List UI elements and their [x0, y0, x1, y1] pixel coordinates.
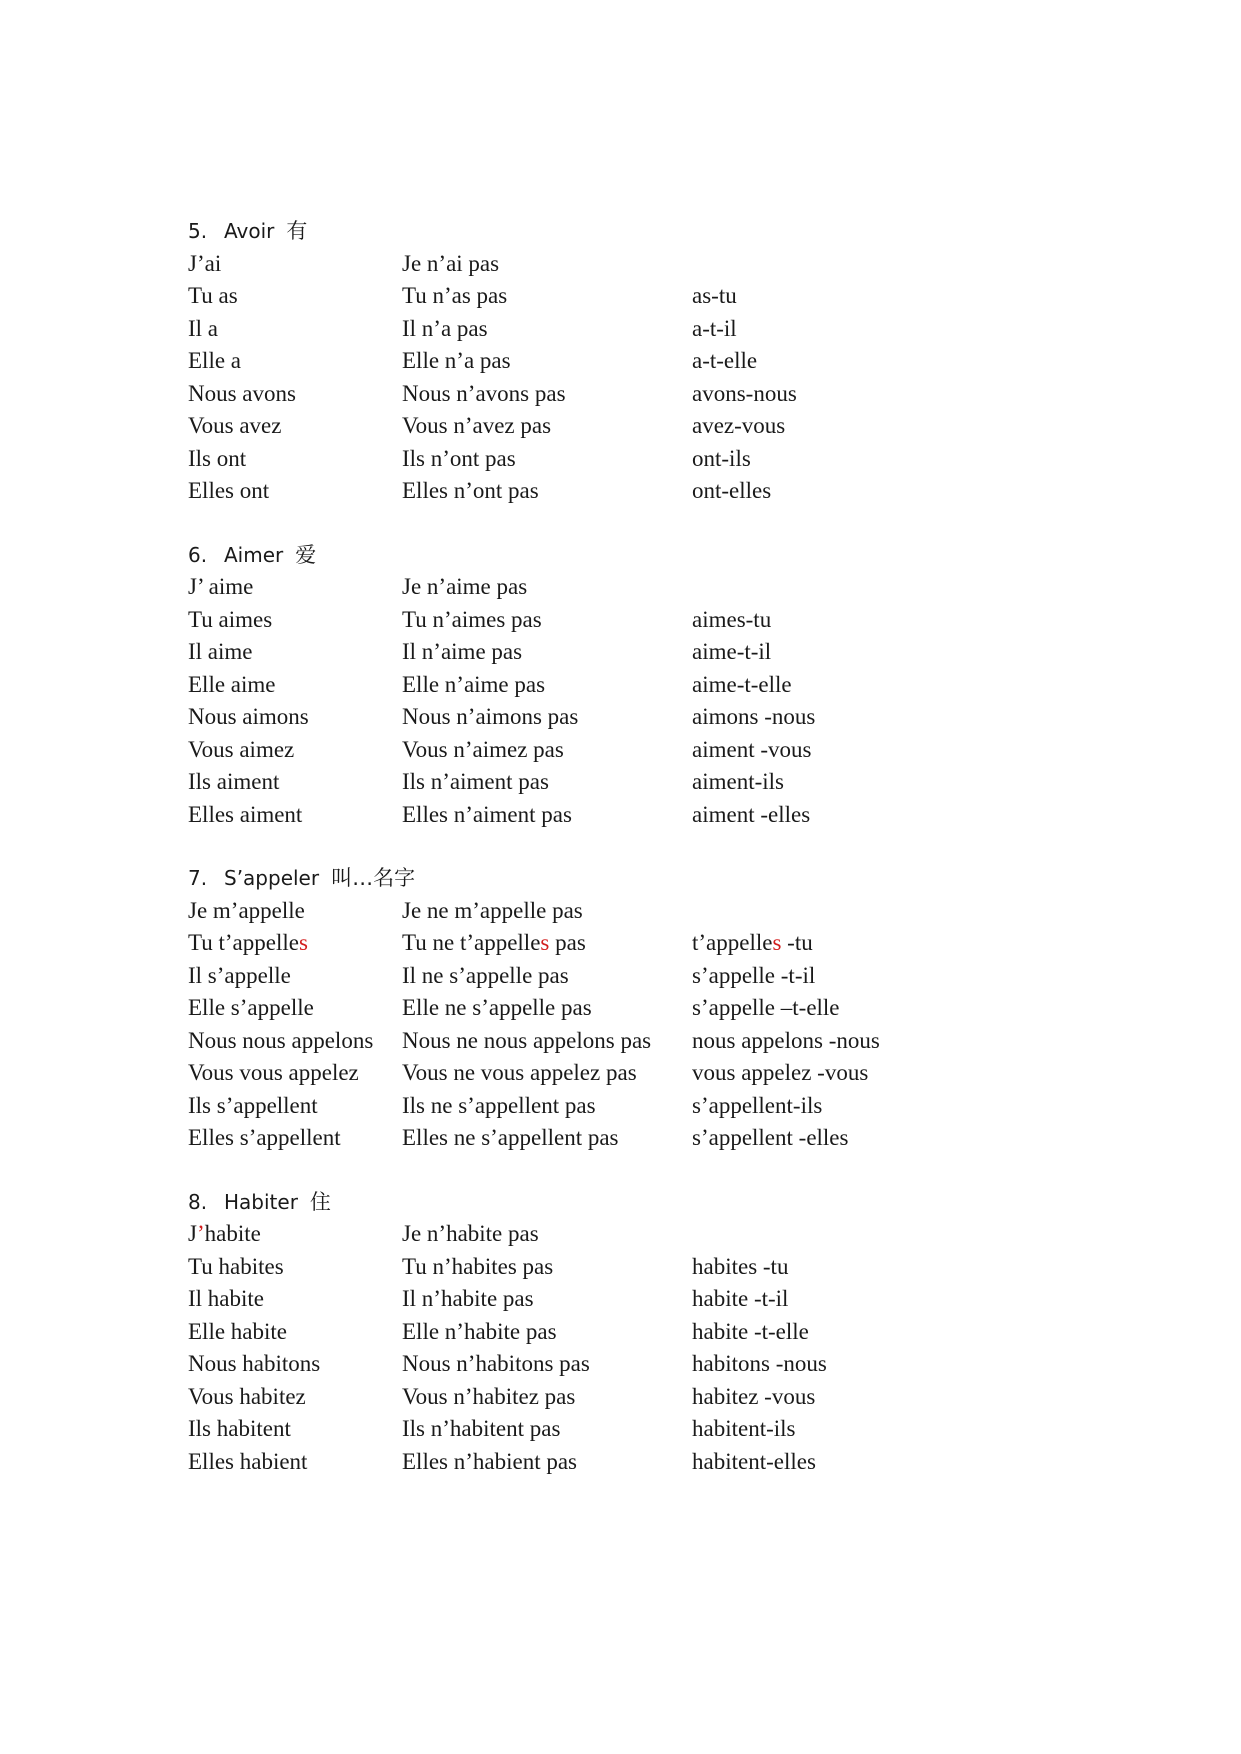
- affirmative-form: Tu t’appelles: [188, 930, 308, 955]
- affirmative-form: Tu habites: [188, 1253, 284, 1279]
- section-aimer: [188, 539, 1088, 832]
- interrogative-form: s’appellent -elles: [692, 1125, 849, 1150]
- section-number: 7.: [188, 866, 208, 890]
- interrogative-form: as-tu: [692, 283, 737, 308]
- conjugation-row: [188, 960, 1088, 993]
- affirmative-form: Elles habient: [188, 1448, 308, 1474]
- section-habiter: [188, 1186, 1088, 1479]
- interrogative-form: a-t-elle: [692, 348, 758, 373]
- negative-form: Nous n’habitons pas: [402, 1351, 590, 1376]
- affirmative-form: Tu as: [188, 283, 238, 308]
- conjugation-row: [188, 1348, 1088, 1381]
- section-verb: Aimer: [224, 542, 284, 567]
- interrogative-form: avons-nous: [692, 380, 797, 406]
- negative-form: Elles n’ont pas: [402, 478, 539, 503]
- affirmative-form: Elle s’appelle: [188, 995, 314, 1020]
- interrogative-form: aiment-ils: [692, 769, 784, 794]
- negative-form: Ils n’habitent pas: [402, 1416, 561, 1441]
- interrogative-form: habitons -nous: [692, 1351, 827, 1376]
- conjugation-row: [188, 1090, 1088, 1123]
- interrogative-form: s’appelle –t-elle: [692, 995, 840, 1020]
- conjugation-row: [188, 1251, 1088, 1284]
- affirmative-form: J’ai: [188, 250, 222, 276]
- conjugation-row: [188, 1122, 1088, 1155]
- conjugation-row: [188, 766, 1088, 799]
- interrogative-form: aime-t-il: [692, 639, 772, 664]
- conjugation-row: [188, 378, 1088, 411]
- affirmative-form: Il s’appelle: [188, 962, 291, 988]
- negative-form: Nous n’aimons pas: [402, 704, 579, 729]
- affirmative-form: Ils ont: [188, 445, 247, 471]
- negative-form: Tu n’aimes pas: [402, 606, 542, 632]
- negative-form: Il n’a pas: [402, 315, 488, 341]
- interrogative-form: aiment -vous: [692, 736, 812, 762]
- interrogative-form: vous appelez -vous: [692, 1060, 869, 1085]
- conjugation-row: [188, 1446, 1088, 1479]
- conjugation-row: [188, 1025, 1088, 1058]
- interrogative-form: [692, 248, 1088, 281]
- section-verb: Habiter: [224, 1189, 298, 1214]
- affirmative-form: Ils s’appellent: [188, 1092, 318, 1118]
- interrogative-form: t’appelles -tu: [692, 930, 813, 955]
- interrogative-form: habitent-ils: [692, 1416, 796, 1441]
- affirmative-form: Vous aimez: [188, 736, 295, 762]
- negative-form: Vous n’aimez pas: [402, 736, 564, 762]
- conjugation-row: [188, 927, 1088, 960]
- conjugation-row: [188, 410, 1088, 443]
- negative-form: Ils n’aiment pas: [402, 769, 549, 794]
- interrogative-form: aime-t-elle: [692, 671, 792, 697]
- negative-form: Elles n’aiment pas: [402, 801, 572, 827]
- conjugation-row: [188, 313, 1088, 346]
- affirmative-form: Nous nous appelons: [188, 1027, 374, 1053]
- negative-form: Tu ne t’appelles pas: [402, 930, 586, 955]
- negative-form: Il n’aime pas: [402, 639, 523, 664]
- negative-form: Ils n’ont pas: [402, 445, 516, 471]
- negative-form: Nous ne nous appelons pas: [402, 1027, 652, 1053]
- conjugation-row: [188, 248, 1088, 281]
- section-verb: Avoir: [224, 219, 275, 243]
- conjugation-row: [188, 669, 1088, 702]
- highlighted-letter: s: [540, 930, 550, 955]
- affirmative-form: Il habite: [188, 1286, 264, 1311]
- negative-form: Elles n’habient pas: [402, 1448, 578, 1474]
- interrogative-form: habitent-elles: [692, 1448, 816, 1474]
- affirmative-form: Nous aimons: [188, 704, 309, 729]
- interrogative-form: habites -tu: [692, 1253, 789, 1279]
- section-heading: [188, 215, 1088, 248]
- interrogative-form: aimes-tu: [692, 606, 772, 632]
- affirmative-form: J’ aime: [188, 574, 254, 599]
- section-heading: [188, 1186, 1088, 1219]
- negative-form: Vous ne vous appelez pas: [402, 1060, 637, 1085]
- section-chinese: 有: [286, 219, 308, 243]
- negative-form: Vous n’avez pas: [402, 413, 552, 438]
- affirmative-form: Vous avez: [188, 413, 282, 438]
- conjugation-row: [188, 1381, 1088, 1414]
- section-number: 5.: [188, 219, 208, 243]
- conjugation-row: [188, 604, 1088, 637]
- conjugation-row: [188, 1057, 1088, 1090]
- highlighted-letter: ’: [196, 1221, 205, 1246]
- negative-form: Je n’habite pas: [402, 1221, 539, 1246]
- conjugation-row: [188, 571, 1088, 604]
- conjugation-row: [188, 799, 1088, 832]
- affirmative-form: J’habite: [188, 1221, 261, 1246]
- interrogative-form: [692, 571, 1088, 604]
- conjugation-row: [188, 636, 1088, 669]
- highlighted-letter: s: [298, 930, 308, 955]
- conjugation-row: [188, 1218, 1088, 1251]
- negative-form: Tu n’habites pas: [402, 1253, 554, 1279]
- interrogative-form: aiment -elles: [692, 801, 811, 827]
- section-sappeler: [188, 862, 1088, 1155]
- negative-form: Vous n’habitez pas: [402, 1383, 576, 1409]
- interrogative-form: a-t-il: [692, 315, 737, 341]
- affirmative-form: Elles ont: [188, 478, 270, 503]
- interrogative-form: habitez -vous: [692, 1383, 816, 1409]
- interrogative-form: s’appellent-ils: [692, 1092, 823, 1118]
- conjugation-row: [188, 280, 1088, 313]
- highlighted-letter: s: [772, 930, 782, 955]
- affirmative-form: Elles aiment: [188, 801, 303, 827]
- negative-form: Je n’ai pas: [402, 250, 500, 276]
- affirmative-form: Ils aiment: [188, 769, 280, 794]
- interrogative-form: avez-vous: [692, 413, 786, 438]
- conjugation-row: [188, 701, 1088, 734]
- section-number: 6.: [188, 542, 208, 567]
- affirmative-form: Il a: [188, 315, 219, 341]
- affirmative-form: Elle habite: [188, 1318, 287, 1344]
- affirmative-form: Je m’appelle: [188, 897, 305, 923]
- interrogative-form: [692, 1218, 1088, 1251]
- affirmative-form: Tu aimes: [188, 606, 273, 632]
- section-avoir: [188, 215, 1088, 508]
- negative-form: Elle n’habite pas: [402, 1318, 557, 1344]
- conjugation-row: [188, 1413, 1088, 1446]
- interrogative-form: s’appelle -t-il: [692, 962, 816, 988]
- negative-form: Elles ne s’appellent pas: [402, 1125, 619, 1150]
- section-chinese: 爱: [295, 542, 317, 567]
- conjugation-row: [188, 443, 1088, 476]
- section-number: 8.: [188, 1189, 208, 1214]
- interrogative-form: habite -t-elle: [692, 1318, 809, 1344]
- interrogative-form: ont-elles: [692, 478, 772, 503]
- negative-form: Elle n’aime pas: [402, 671, 546, 697]
- section-heading: [188, 539, 1088, 572]
- affirmative-form: Elle aime: [188, 671, 276, 697]
- section-chinese: 叫…名字: [331, 866, 416, 890]
- negative-form: Elle n’a pas: [402, 348, 511, 373]
- section-chinese: 住: [309, 1189, 331, 1214]
- affirmative-form: Ils habitent: [188, 1416, 291, 1441]
- conjugation-page: [188, 215, 1088, 1509]
- affirmative-form: Il aime: [188, 639, 253, 664]
- interrogative-form: [692, 895, 1088, 928]
- interrogative-form: habite -t-il: [692, 1286, 789, 1311]
- conjugation-row: [188, 345, 1088, 378]
- negative-form: Il n’habite pas: [402, 1286, 534, 1311]
- section-heading: [188, 862, 1088, 895]
- negative-form: Je n’aime pas: [402, 574, 528, 599]
- affirmative-form: Elle a: [188, 348, 241, 373]
- negative-form: Ils ne s’appellent pas: [402, 1092, 596, 1118]
- negative-form: Tu n’as pas: [402, 283, 508, 308]
- interrogative-form: aimons -nous: [692, 704, 816, 729]
- affirmative-form: Nous habitons: [188, 1351, 321, 1376]
- affirmative-form: Nous avons: [188, 380, 296, 406]
- conjugation-row: [188, 992, 1088, 1025]
- affirmative-form: Vous vous appelez: [188, 1060, 359, 1085]
- interrogative-form: nous appelons -nous: [692, 1027, 880, 1053]
- conjugation-row: [188, 1316, 1088, 1349]
- negative-form: Elle ne s’appelle pas: [402, 995, 592, 1020]
- negative-form: Je ne m’appelle pas: [402, 897, 583, 923]
- section-verb: S’appeler: [224, 866, 320, 890]
- interrogative-form: ont-ils: [692, 445, 751, 471]
- conjugation-row: [188, 475, 1088, 508]
- conjugation-row: [188, 895, 1088, 928]
- conjugation-row: [188, 734, 1088, 767]
- negative-form: Il ne s’appelle pas: [402, 962, 569, 988]
- conjugation-row: [188, 1283, 1088, 1316]
- negative-form: Nous n’avons pas: [402, 380, 566, 406]
- affirmative-form: Vous habitez: [188, 1383, 306, 1409]
- affirmative-form: Elles s’appellent: [188, 1125, 341, 1150]
